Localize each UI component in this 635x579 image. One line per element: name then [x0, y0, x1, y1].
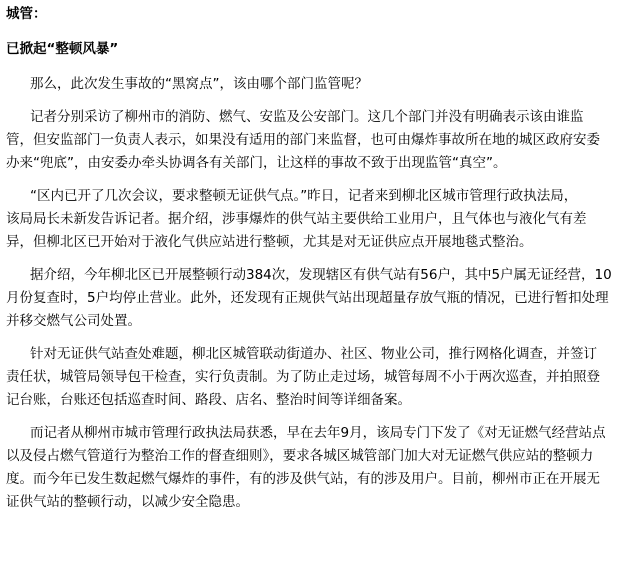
paragraph-line: 据介绍，今年柳北区已开展整顿行动384次，发现辖区有供气站有56户，其中5户属无证经营，10 — [30, 267, 612, 283]
article-body — [6, 73, 631, 514]
paragraph — [6, 106, 631, 175]
paragraph-spacer — [6, 333, 631, 343]
paragraph-line: 以及侵占燃气管道行为整治工作的督查细则》，要求各城区城管部门加大对无证燃气供应站的整顿力 — [6, 448, 594, 464]
paragraph-line: 而记者从柳州市城市管理行政执法局获悉，早在去年9月，该局专门下发了《对无证燃气经营站点 — [30, 425, 606, 441]
paragraph-line: 异，但柳北区已开始对于液化气供应站进行整顿，尤其是对无证供应点开展地毯式整治。 — [6, 234, 533, 250]
spacer — [6, 61, 631, 73]
paragraph-line: 月份复查时，5户均停止营业。此外，还发现有正规供气站出现超量存放气瓶的情况，已进行暂扣处理 — [6, 290, 609, 306]
paragraph — [6, 73, 631, 96]
paragraph-line: 针对无证供气站查处难题，柳北区城管联动街道办、社区、物业公司，推行网格化调查，并签订 — [30, 346, 597, 362]
paragraph-line: 并移交燃气公司处置。 — [6, 313, 141, 329]
paragraph-line: 管，但安监部门一负责人表示，如果没有适用的部门来监督，也可由爆炸事故所在地的城区政府安委 — [6, 132, 600, 148]
paragraph-spacer — [6, 254, 631, 264]
paragraph — [6, 185, 631, 254]
paragraph-line: 证供气站的整顿行动，以减少安全隐患。 — [6, 494, 249, 510]
paragraph-spacer — [6, 96, 631, 106]
section-label: 城管： — [6, 6, 47, 22]
paragraph-line: 记者分别采访了柳州市的消防、燃气、安监及公安部门。这几个部门并没有明确表示该由谁监 — [30, 109, 584, 125]
paragraph-spacer — [6, 412, 631, 422]
paragraph-line: 记台账，台账还包括巡查时间、路段、店名、整治时间等详细备案。 — [6, 392, 411, 408]
paragraph-line: 该局局长未新发告诉记者。据介绍，涉事爆炸的供气站主要供给工业用户，且气体也与液化气有差 — [6, 211, 587, 227]
paragraph-line: “区内已开了几次会议，要求整顿无证供气点。”昨日，记者来到柳北区城市管理行政执法局， — [30, 188, 578, 204]
paragraph — [6, 343, 631, 412]
subheading: 已掀起“整顿风暴” — [6, 41, 119, 57]
paragraph — [6, 264, 631, 333]
paragraph-line: 办来“兜底”，由安委办牵头协调各有关部门，让这样的事故不致于出现监管“真空”。 — [6, 155, 507, 171]
paragraph-line: 责任状，城管局领导包干检查，实行负责制。为了防止走过场，城管每周不小于两次巡查，并拍照登 — [6, 369, 600, 385]
paragraph — [6, 422, 631, 514]
paragraph-line: 度。而今年已发生数起燃气爆炸的事件，有的涉及供气站，有的涉及用户。目前，柳州市正在开展无 — [6, 471, 600, 487]
paragraph-spacer — [6, 175, 631, 185]
paragraph-line: 那么，此次发生事故的“黑窝点”，该由哪个部门监管呢？ — [30, 76, 368, 92]
spacer — [6, 26, 631, 38]
